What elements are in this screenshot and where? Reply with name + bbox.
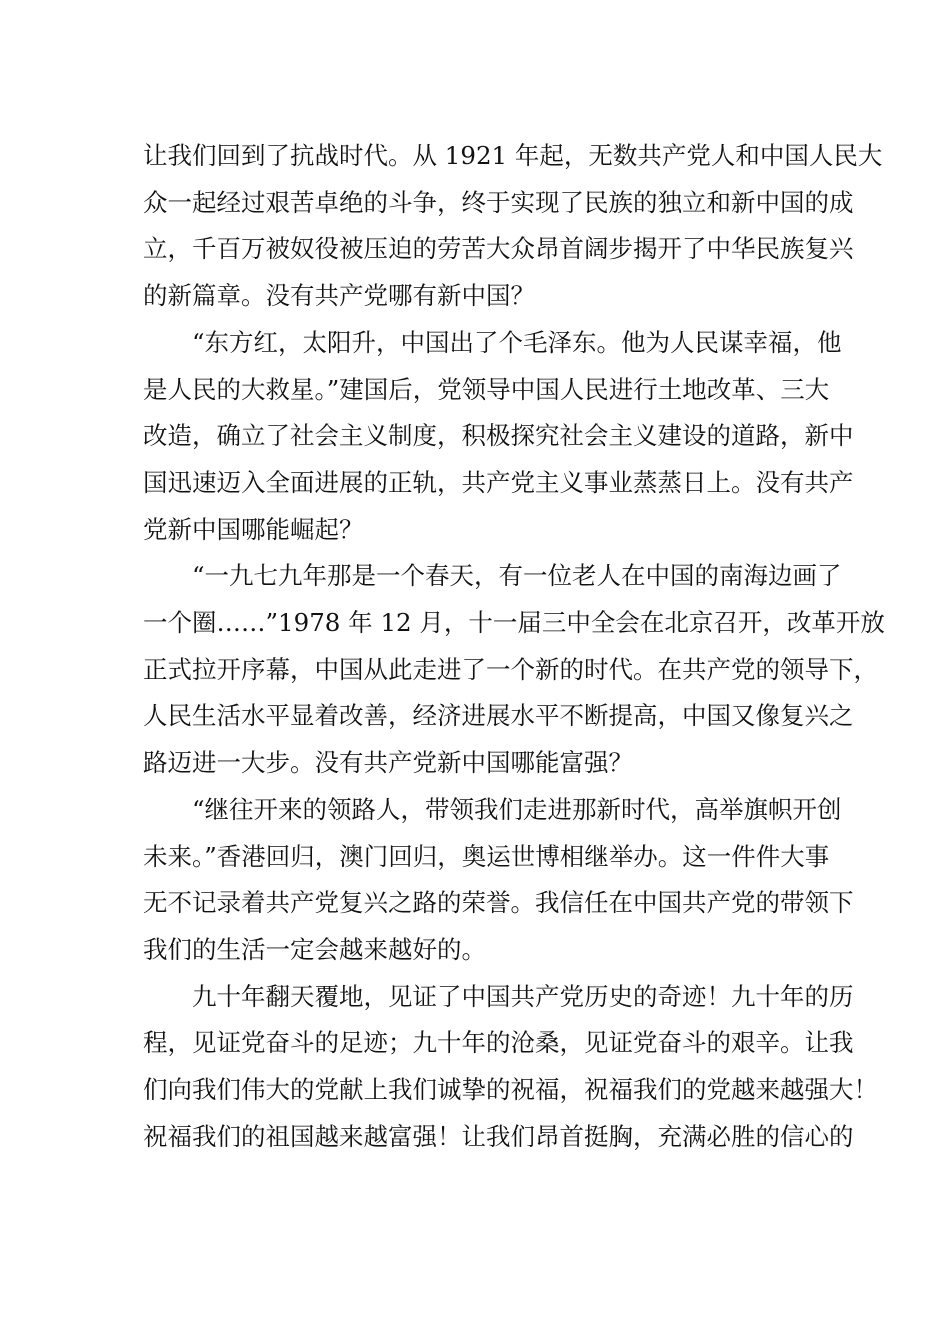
paragraph-line: 路迈进一大步。没有共产党新中国哪能富强？ <box>143 748 633 778</box>
paragraph-line: 让我们回到了抗战时代。从 1921 年起，无数共产党人和中国人民大 <box>143 141 883 170</box>
paragraph-line: 改造，确立了社会主义制度，积极探究社会主义建设的道路，新中 <box>143 421 854 451</box>
paragraph-line: 们向我们伟大的党献上我们诚挚的祝福，祝福我们的党越来越强大！ <box>143 1075 878 1105</box>
paragraph-line: 众一起经过艰苦卓绝的斗争，终于实现了民族的独立和新中国的成 <box>143 187 854 217</box>
paragraph-3 <box>143 553 885 787</box>
paragraph-line: 正式拉开序幕，中国从此走进了一个新的时代。在共产党的领导下， <box>143 654 878 684</box>
paragraph-line: 立，千百万被奴役被压迫的劳苦大众昂首阔步揭开了中华民族复兴 <box>143 234 854 264</box>
paragraph-line: “东方红，太阳升，中国出了个毛泽东。他为人民谋幸福，他 <box>192 327 842 357</box>
paragraph-line: 我们的生活一定会越来越好的。 <box>143 934 486 964</box>
paragraph-5 <box>143 974 878 1161</box>
paragraph-line: 国迅速迈入全面进展的正轨，共产党主义事业蒸蒸日上。没有共产 <box>143 467 854 497</box>
paragraph-4 <box>143 787 854 974</box>
paragraph-line: 无不记录着共产党复兴之路的荣誉。我信任在中国共产党的带领下 <box>143 888 854 918</box>
paragraph-1 <box>143 133 883 320</box>
paragraph-line: 未来。”香港回归，澳门回归，奥运世博相继举办。这一件件大事 <box>143 841 830 871</box>
paragraph-line: 是人民的大救星。”建国后，党领导中国人民进行土地改革、三大 <box>143 374 830 404</box>
paragraph-line: 一个圈……”1978 年 12 月，十一届三中全会在北京召开，改革开放 <box>143 608 885 638</box>
paragraph-line: “继往开来的领路人，带领我们走进那新时代，高举旗帜开创 <box>192 794 842 824</box>
paragraph-line: 程，见证党奋斗的足迹；九十年的沧桑，见证党奋斗的艰辛。让我 <box>143 1028 854 1058</box>
paragraph-line: 人民生活水平显着改善，经济进展水平不断提高，中国又像复兴之 <box>143 701 854 731</box>
document-body <box>143 133 885 1160</box>
paragraph-line: 九十年翻天覆地，见证了中国共产党历史的奇迹！九十年的历 <box>192 981 854 1011</box>
paragraph-line: 的新篇章。没有共产党哪有新中国？ <box>143 281 535 311</box>
paragraph-line: 祝福我们的祖国越来越富强！让我们昂首挺胸，充满必胜的信心的 <box>143 1121 854 1151</box>
paragraph-line: 党新中国哪能崛起？ <box>143 514 364 544</box>
paragraph-line: “一九七九年那是一个春天，有一位老人在中国的南海边画了 <box>192 561 842 591</box>
paragraph-2 <box>143 320 854 554</box>
